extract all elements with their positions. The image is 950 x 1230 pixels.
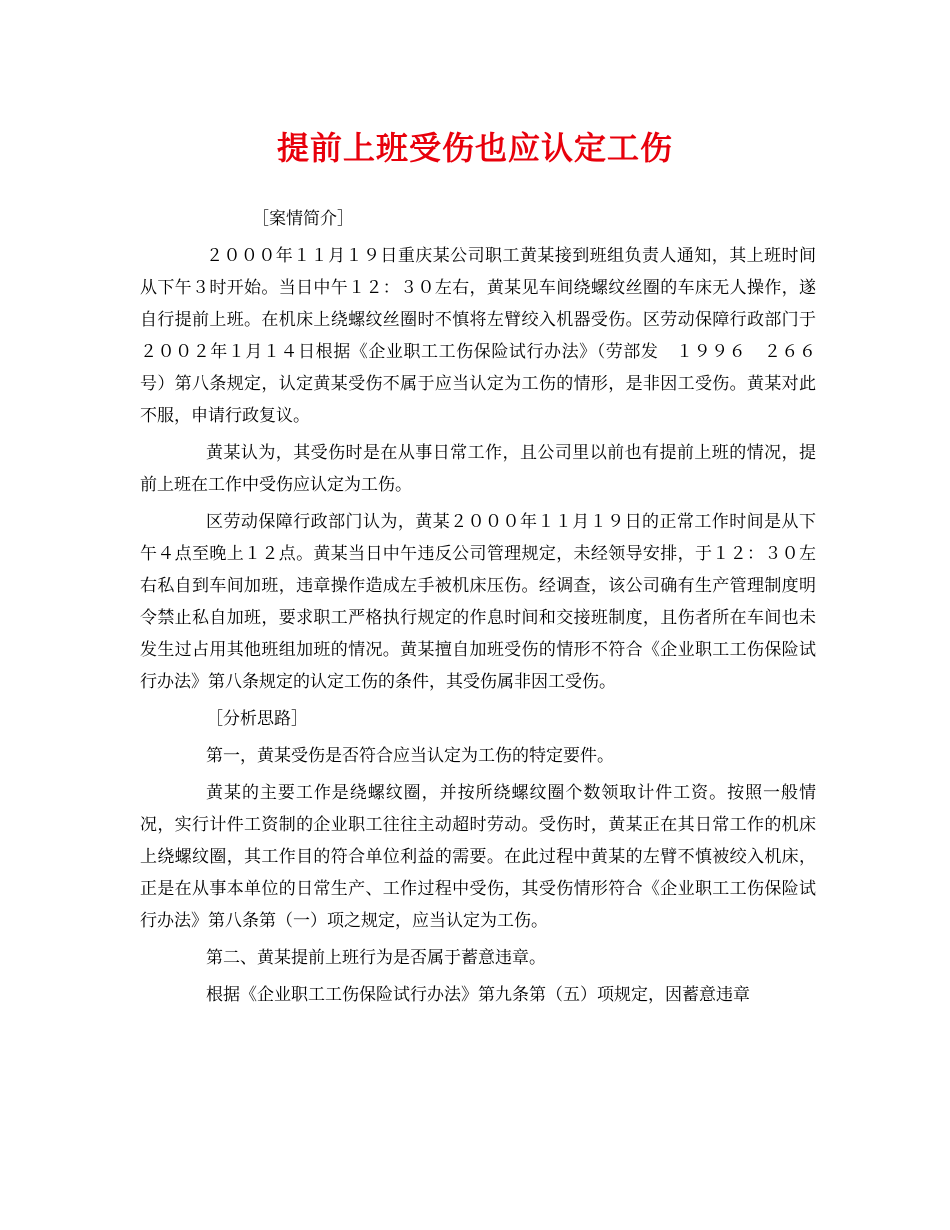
section-heading-analysis: ［分析思路］ — [206, 709, 308, 729]
paragraph-point-two: 第二、黄某提前上班行为是否属于蓄意违章。 — [206, 948, 546, 968]
document-title: 提前上班受伤也应认定工伤 — [276, 129, 673, 167]
section-heading-case-summary: ［案情简介］ — [252, 209, 354, 229]
paragraph-point-two-detail: 根据《企业职工工伤保险试行办法》第九条第（五）项规定，因蓄意违章 — [206, 985, 750, 1005]
paragraph-point-one-detail: 黄某的主要工作是绕螺纹圈，并按所绕螺纹圈个数领取计件工资。按照一般情况，实行计件工资制的企业职工往往主动超时劳动。受伤时，黄某正在其日常工作的机床上绕螺纹圈，其工作目的符合单位利益的需要。在此过程中黄某的左臂不慎被绞入机床，正是在从事本单位的日常生产、工作过程中受伤，其受伤情形符合《企业职工工伤保险试行办法》第八条第（一）项之规定，应当认定为工伤。 — [140, 783, 816, 931]
document-body — [140, 203, 816, 1011]
paragraph-huang-view: 黄某认为，其受伤时是在从事日常工作，且公司里以前也有提前上班的情况，提前上班在工作中受伤应认定为工伤。 — [140, 443, 816, 495]
paragraph-point-one: 第一，黄某受伤是否符合应当认定为工伤的特定要件。 — [206, 746, 614, 766]
paragraph-department-view: 区劳动保障行政部门认为，黄某２０００年１１月１９日的正常工作时间是从下午４点至晚上１２点。黄某当日中午违反公司管理规定，未经领导安排，于１２：３０左右私自到车间加班，违章操作造成左手被机床压伤。经调查，该公司确有生产管理制度明令禁止私自加班，要求职工严格执行规定的作息时间和交接班制度，且伤者所在车间也未发生过占用其他班组加班的情况。黄某擅自加班受伤的情形不符合《企业职工工伤保险试行办法》第八条规定的认定工伤的条件，其受伤属非因工受伤。 — [140, 512, 816, 692]
paragraph-case-facts: ２０００年１１月１９日重庆某公司职工黄某接到班组负责人通知，其上班时间从下午３时开始。当日中午１２：３０左右，黄某见车间绕螺纹丝圈的车床无人操作，遂自行提前上班。在机床上绕螺纹丝圈时不慎将左臂绞入机器受伤。区劳动保障行政部门于２００２年１月１４日根据《企业职工工伤保险试行办法》（劳部发 １９９６ ２６６号）第八条规定，认定黄某受伤不属于应当认定为工伤的情形，是非因工受伤。黄某对此不服，申请行政复议。 — [140, 246, 816, 426]
